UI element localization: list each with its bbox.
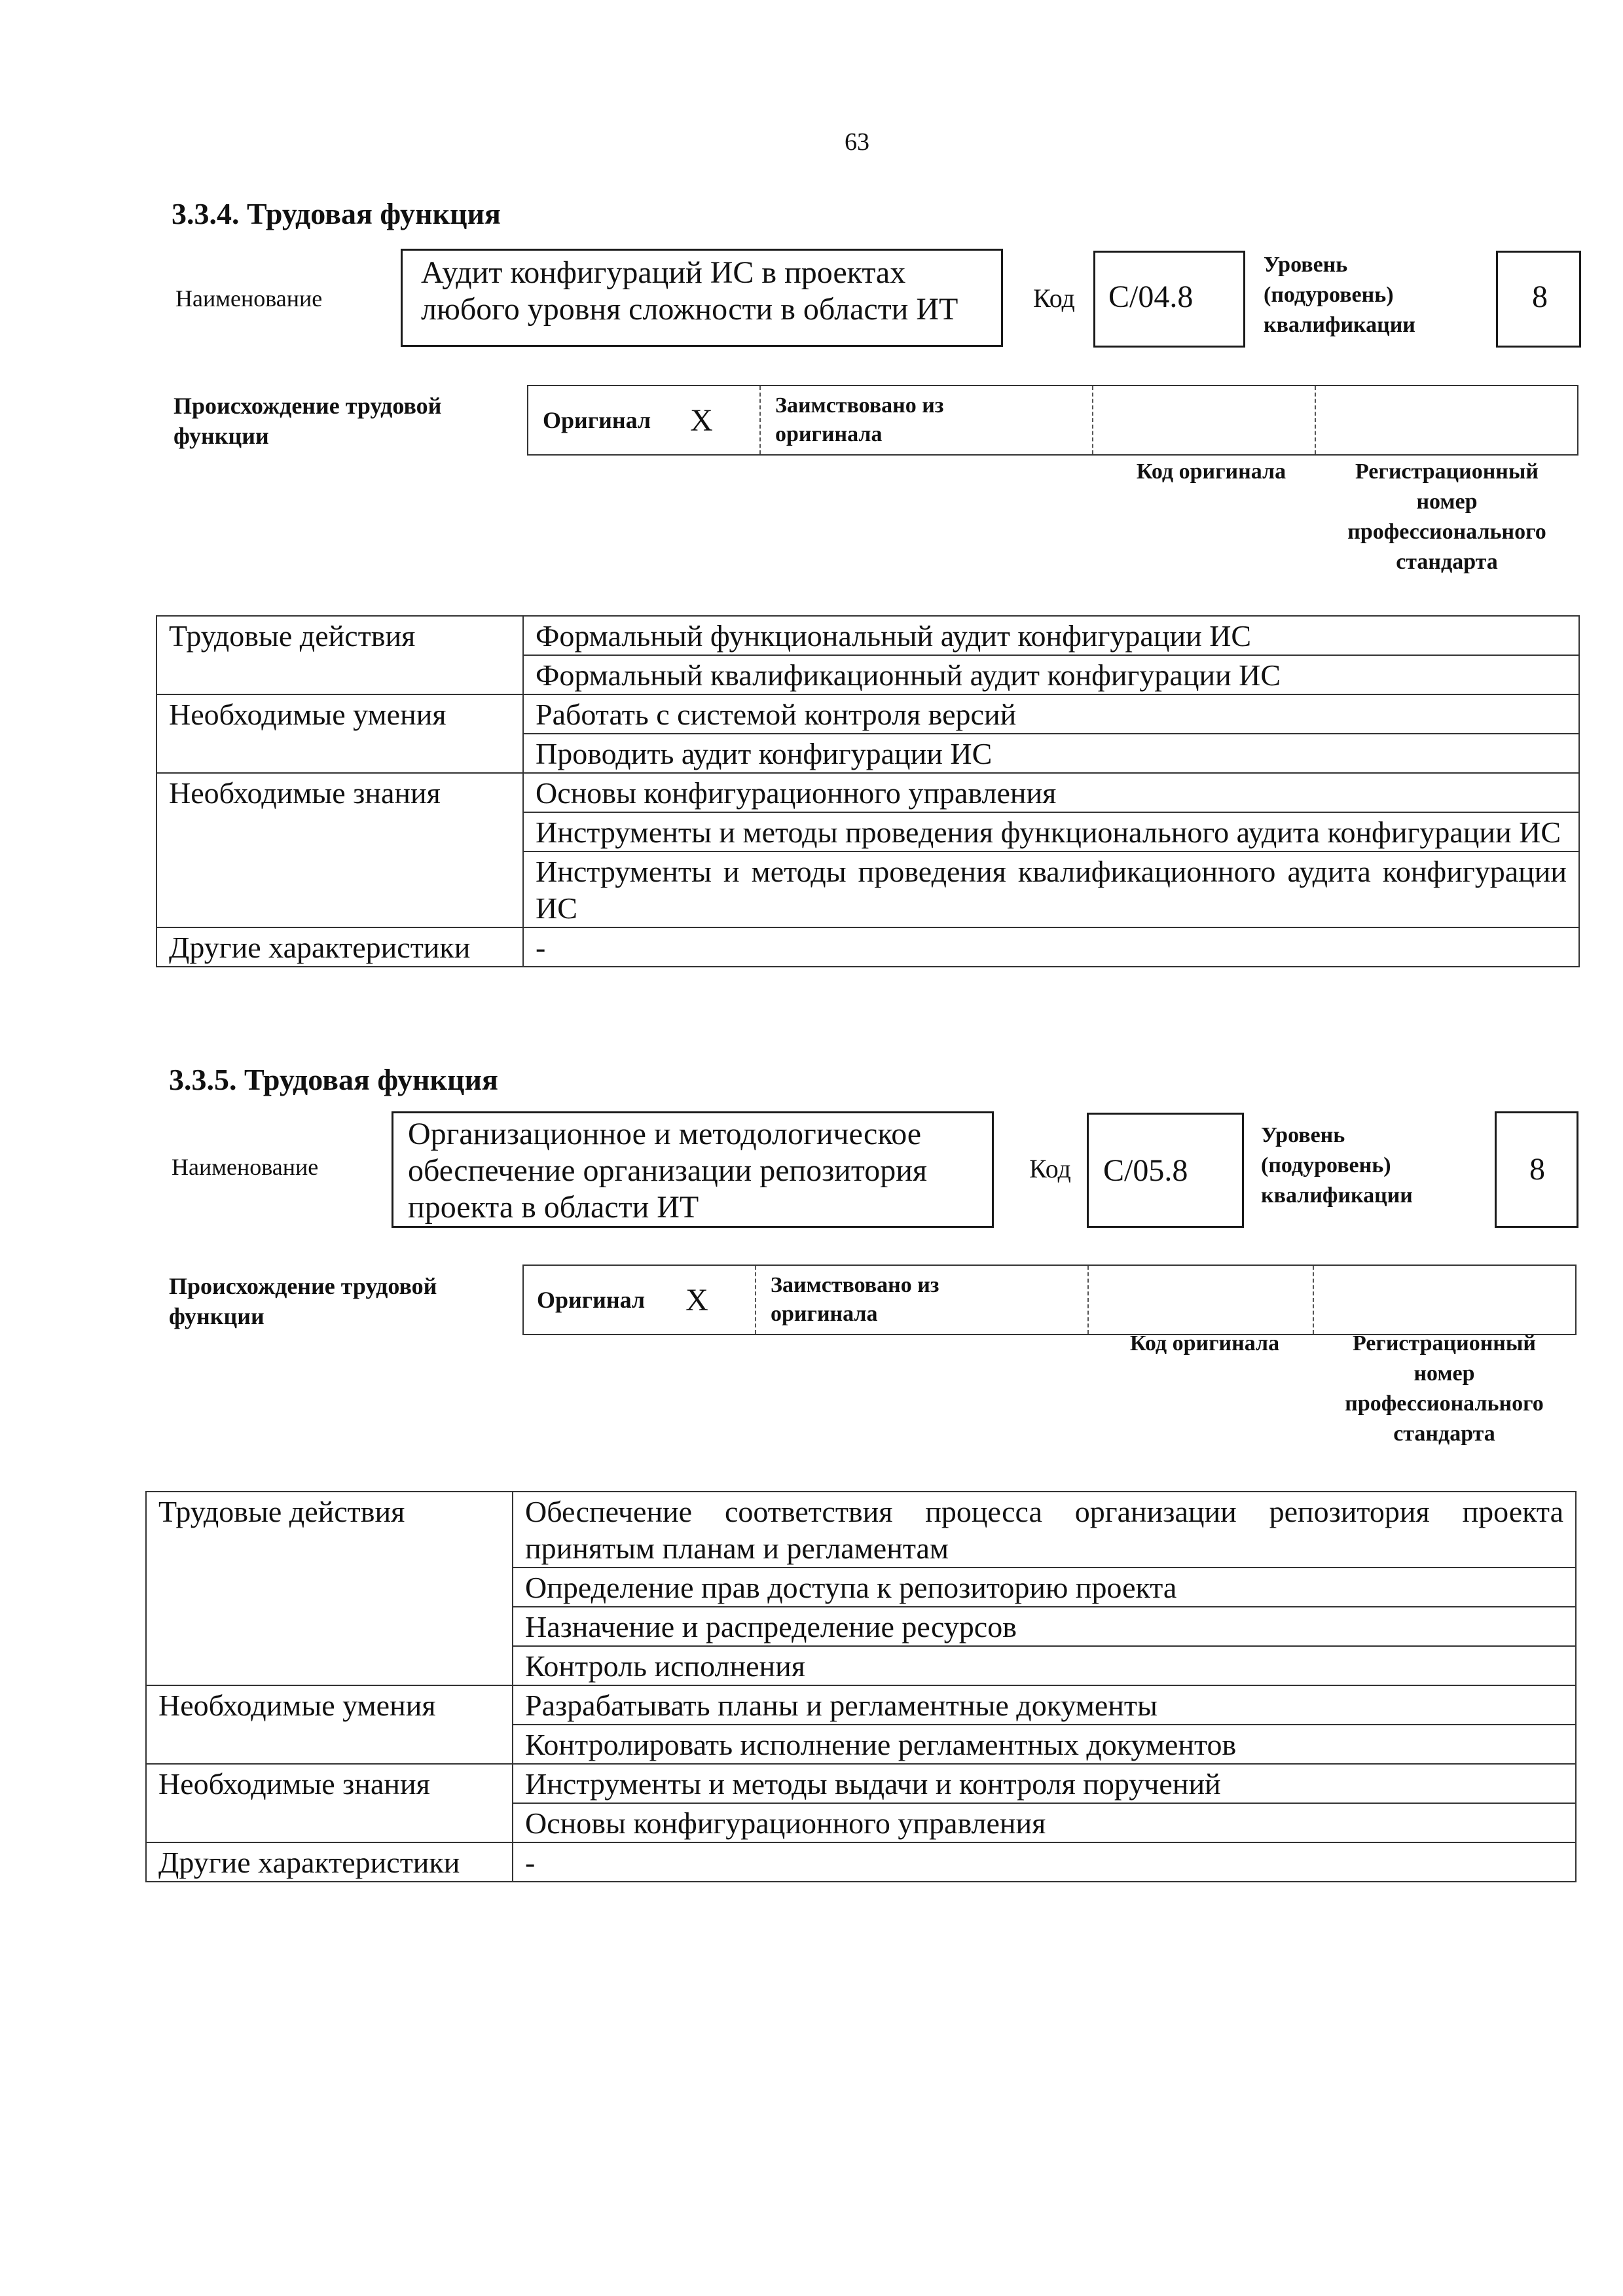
origin-row <box>522 1265 1577 1335</box>
row-label-actions: Трудовые действия <box>156 616 523 694</box>
function-name-line: любого уровня сложности в области ИТ <box>421 292 958 327</box>
original-cell <box>528 386 761 454</box>
level-label-line: квалификации <box>1264 313 1415 337</box>
table-row <box>156 616 1579 655</box>
code-box <box>1087 1113 1244 1228</box>
function-name-box <box>401 249 1003 347</box>
reg-caption-line: стандарта <box>1393 1422 1495 1446</box>
reg-caption-line: номер <box>1413 1361 1475 1386</box>
original-mark: X <box>690 403 713 438</box>
level-label-line: Уровень <box>1264 253 1348 277</box>
name-label: Наименование <box>175 285 323 312</box>
table-cell: Инструменты и методы проведения квалификационного аудита конфигурации ИС <box>523 852 1579 927</box>
reg-caption-line: стандарта <box>1396 550 1498 574</box>
table-row <box>146 1764 1576 1803</box>
reg-caption-line: профессионального <box>1347 520 1546 544</box>
function-name-box <box>392 1111 994 1228</box>
reg-caption-line: номер <box>1416 490 1478 514</box>
level-value: 8 <box>1529 1152 1545 1187</box>
table-cell: Работать с системой контроля версий <box>523 694 1579 734</box>
level-label-line: квалификации <box>1261 1183 1413 1208</box>
table-cell: Проводить аудит конфигурации ИС <box>523 734 1579 773</box>
qualification-level-label <box>1261 1121 1413 1211</box>
table-cell: Основы конфигурационного управления <box>523 773 1579 812</box>
origin-label-line: Происхождение трудовой <box>169 1273 437 1299</box>
level-label-line: (подуровень) <box>1261 1153 1391 1177</box>
section-heading: 3.3.5. Трудовая функция <box>169 1063 498 1096</box>
origin-label <box>173 391 441 451</box>
borrowed-cell <box>756 1266 1089 1334</box>
borrowed-cell <box>761 386 1093 454</box>
row-label-knowledge: Необходимые знания <box>146 1764 513 1842</box>
original-cell <box>524 1266 756 1334</box>
origin-label-line: Происхождение трудовой <box>173 393 442 419</box>
row-label-knowledge: Необходимые знания <box>156 773 523 927</box>
reg-number-cell <box>1314 1266 1575 1334</box>
borrowed-label-line: Заимствовано из <box>771 1273 939 1297</box>
reg-caption-line: Регистрационный <box>1355 459 1539 484</box>
table-cell: - <box>523 927 1579 967</box>
level-box <box>1495 1111 1578 1228</box>
function-name-line: Организационное и методологическое <box>408 1117 922 1151</box>
section-heading: 3.3.4. Трудовая функция <box>172 197 501 230</box>
level-box <box>1496 251 1581 348</box>
table-cell: Основы конфигурационного управления <box>513 1803 1576 1842</box>
table-cell: Назначение и распределение ресурсов <box>513 1607 1576 1646</box>
row-label-skills: Необходимые умения <box>156 694 523 773</box>
row-label-actions: Трудовые действия <box>146 1492 513 1685</box>
table-row <box>156 773 1579 812</box>
reg-number-caption <box>1322 457 1571 577</box>
table-cell: Формальный функциональный аудит конфигурации ИС <box>523 616 1579 655</box>
table-row <box>156 694 1579 734</box>
table-cell: Обеспечение соответствия процесса организации репозитория проекта принятым планам и регламентам <box>513 1492 1576 1568</box>
table-cell: Контроль исполнения <box>513 1646 1576 1685</box>
table-cell: Инструменты и методы проведения функционального аудита конфигурации ИС <box>523 812 1579 852</box>
code-box <box>1093 251 1245 348</box>
table-cell: Разрабатывать планы и регламентные документы <box>513 1685 1576 1725</box>
page-number: 63 <box>845 128 869 156</box>
origin-row <box>527 385 1578 456</box>
reg-number-caption <box>1320 1329 1569 1449</box>
borrowed-label-line: Заимствовано из <box>775 393 944 418</box>
table-cell: Инструменты и методы выдачи и контроля поручений <box>513 1764 1576 1803</box>
qualification-level-label <box>1264 250 1415 340</box>
level-value: 8 <box>1532 279 1548 314</box>
code-label: Код <box>1033 283 1075 313</box>
function-name-line: проекта в области ИТ <box>408 1190 699 1225</box>
code-value: C/05.8 <box>1103 1153 1188 1188</box>
original-label: Оригинал <box>537 1287 646 1313</box>
level-label-line: Уровень <box>1261 1123 1345 1147</box>
code-original-caption: Код оригинала <box>1136 459 1286 484</box>
table-row <box>146 1685 1576 1725</box>
function-name-line: обеспечение организации репозитория <box>408 1153 927 1188</box>
table-cell: - <box>513 1842 1576 1882</box>
code-original-caption: Код оригинала <box>1129 1331 1280 1355</box>
borrowed-label-line: оригинала <box>775 422 883 446</box>
table-row <box>156 927 1579 967</box>
reg-caption-line: Регистрационный <box>1352 1331 1537 1355</box>
original-mark: X <box>685 1282 708 1318</box>
row-label-other: Другие характеристики <box>156 927 523 967</box>
table-cell: Контролировать исполнение регламентных документов <box>513 1725 1576 1764</box>
table-row <box>146 1492 1576 1568</box>
name-label: Наименование <box>172 1154 319 1180</box>
row-label-other: Другие характеристики <box>146 1842 513 1882</box>
reg-caption-line: профессионального <box>1345 1391 1544 1416</box>
reg-number-cell <box>1316 386 1577 454</box>
level-label-line: (подуровень) <box>1264 283 1394 307</box>
function-table <box>145 1491 1577 1882</box>
table-row <box>146 1842 1576 1882</box>
origin-label-line: функции <box>169 1303 264 1329</box>
borrowed-label-line: оригинала <box>771 1302 878 1326</box>
code-original-cell <box>1093 386 1316 454</box>
table-cell: Определение прав доступа к репозиторию проекта <box>513 1568 1576 1607</box>
function-table <box>156 615 1580 967</box>
code-value: C/04.8 <box>1108 279 1194 314</box>
function-name-line: Аудит конфигураций ИС в проектах <box>421 255 906 290</box>
origin-label <box>169 1271 437 1331</box>
code-original-cell <box>1089 1266 1314 1334</box>
original-label: Оригинал <box>543 407 651 433</box>
origin-label-line: функции <box>173 423 269 449</box>
table-cell: Формальный квалификационный аудит конфигурации ИС <box>523 655 1579 694</box>
code-label: Код <box>1029 1154 1071 1183</box>
row-label-skills: Необходимые умения <box>146 1685 513 1764</box>
